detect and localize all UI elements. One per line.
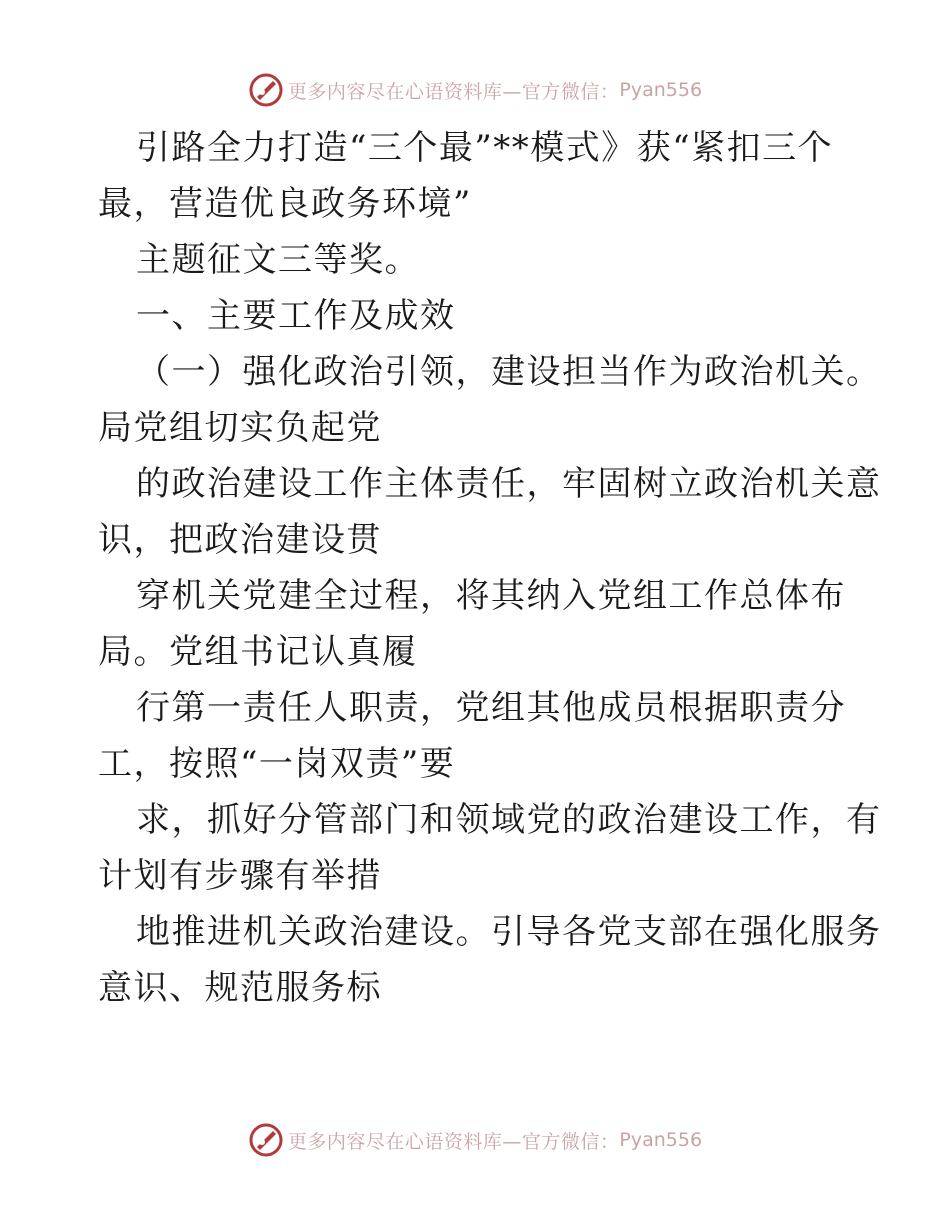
seal-logo-icon [248, 72, 284, 108]
text-line: 引路全力打造“三个最”**模式》获“紧扣三个 [136, 128, 834, 168]
watermark-text: 更多内容尽在心语资料库—官方微信： [287, 80, 620, 103]
header-watermark [0, 70, 950, 110]
text-line: 最，营造优良政务环境” [98, 184, 472, 224]
text-line: 求，抓好分管部门和领域党的政治建设工作，有 [136, 800, 882, 840]
text-line: 地推进机关政治建设。引导各党支部在强化服务 [136, 912, 882, 952]
text-line: 计划有步骤有举措 [98, 856, 382, 896]
text-line: 行第一责任人职责，党组其他成员根据职责分 [136, 688, 846, 728]
text-line: 局党组切实负起党 [98, 408, 382, 448]
footer-watermark [0, 1120, 950, 1160]
watermark-text: 更多内容尽在心语资料库—官方微信： [287, 1130, 620, 1153]
watermark-wechat-id: Pyan556 [619, 79, 703, 101]
subsection-heading: （一）强化政治引领，建设担当作为政治机关。 [136, 352, 882, 392]
text-line: 的政治建设工作主体责任，牢固树立政治机关意 [136, 464, 882, 504]
text-line: 工，按照“一岗双责”要 [98, 744, 456, 784]
text-line: 穿机关党建全过程，将其纳入党组工作总体布 [136, 576, 846, 616]
text-line: 局。党组书记认真履 [98, 632, 418, 672]
text-line: 主题征文三等奖。 [136, 240, 420, 280]
document-body [98, 120, 882, 1016]
watermark-wechat-id: Pyan556 [619, 1129, 703, 1151]
text-line: 识，把政治建设贯 [98, 520, 382, 560]
text-line: 意识、规范服务标 [98, 968, 382, 1008]
seal-logo-icon [248, 1122, 284, 1158]
section-heading: 一、主要工作及成效 [136, 296, 456, 336]
